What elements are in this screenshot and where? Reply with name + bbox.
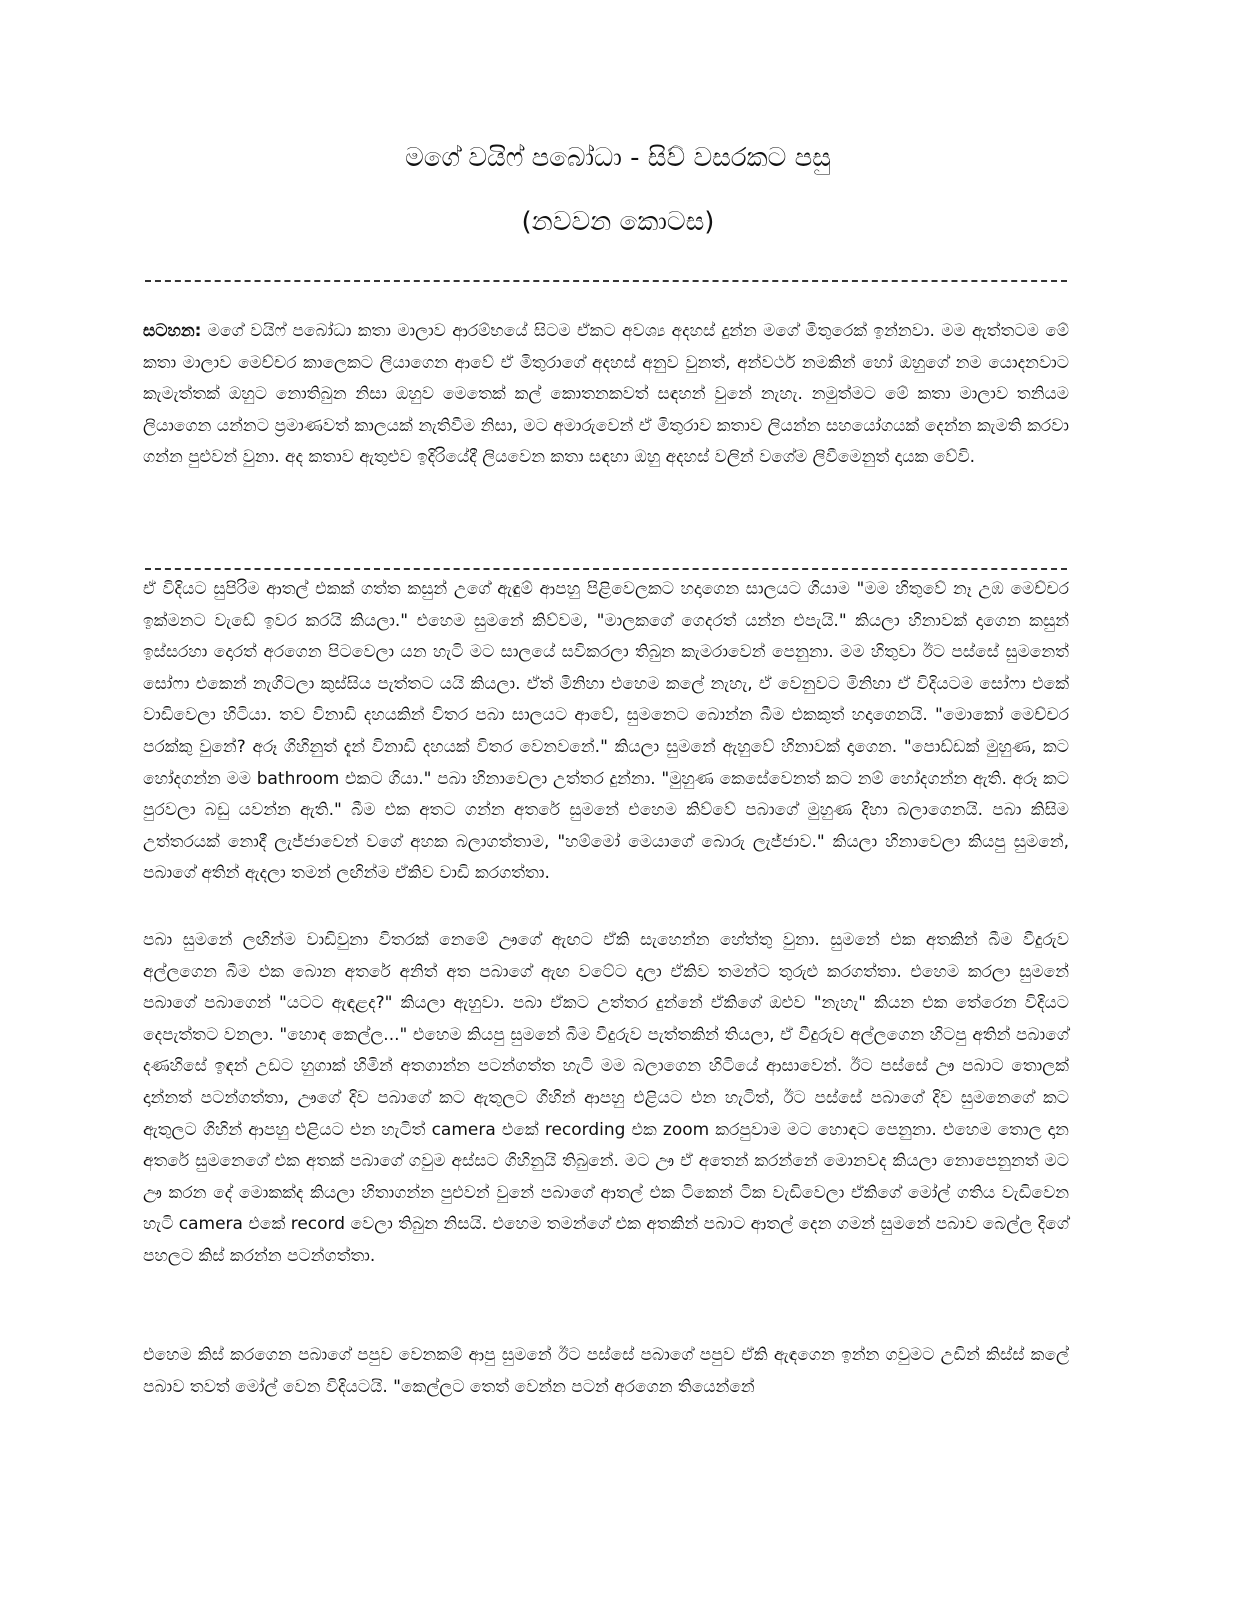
document-title: මගේ වයිෆ් පබෝධා - සිව් වසරකට පසු (405, 143, 831, 173)
story-paragraph: ඒ විදියට සුපිරිම ආතල් එකක් ගත්ත කසුන් උගේ ඇඳුම් ආපහු පිළිවෙලකට හදාගෙන සාලයට ගියාම "මම හිතුවේ නෑ උඹ මෙච්චර ඉක්මනට වැඩේ ඉවර කරයි කියලා." එහෙම සුමනේ කිව්වම, "මාලකගේ ගෙදරත් යන්න එපැයි." කියලා හිනාවක් දාගෙන කසුන් ඉස්සරහා දොරත් අරගෙන පිටවෙලා යන හැටි මට සාලයේ සවිකරලා තිබුන කැමරාවෙන් පෙනුනා. මම හිතුවා ඊට පස්සේ සුමනෙත් සෝෆා එකෙන් නැගිටලා කුස්සිය පැත්තට යයි කියලා. ඒත් මිනිහා එහෙම කලේ නැහැ, ඒ වෙනුවට මිනිහා ඒ විදියටම සෝෆා එකේ වාඩිවෙලා හිටියා. තව විනාඩි දහයකින් විතර පබා සාලයට ආවේ, සුමනෙට බොන්න බීම එකකුත් හදාගෙනයි. "මොකෝ මෙච්චර පරක්කු වුනේ? අරූ ගිහිනුත් දැන් විනාඩි දහයක් විතර වෙනවනේ." කියලා සුමනේ ඇහුවේ හිනාවක් දාගෙන. "පොඩ්ඩක් මුහුණ, කට හෝදගන්න මම bathroom එකට ගියා." පබා හිනාවෙලා උත්තර දුන්නා. "මුහුණ කෙසේවෙනත් කට නම් හෝදගන්න ඇති. අරූ කට පුරවලා බඩු යවන්න ඇති." බීම එක අතට ගන්න අතරේ සුමනේ එහෙම කිව්වේ පබාගේ මුහුණ දිහා බලාගෙනයි. පබා කිසිම උත්තරයක් නොදී ලැජ්ජාවෙන් වගේ අහක බලාගත්තාම, "හම්මෝ මෙයාගේ බොරු ලැජ්ජාව." කියලා හිනාවෙලා කියපු සුමනේ, පබාගේ අතින් ඇදලා තමන් ලඟින්ම ඒකිව වාඩි කරගත්තා. (143, 579, 1069, 884)
note-text: මගේ වයිෆ් පබෝධා කතා මාලාව ආරම්භයේ සිටම ඒකට අවශ්‍ය අදහස් දුන්න මගේ මිතුරෙක් ඉන්නවා. මම ඇත්තටම මේ කතා මාලාව මෙච්චර කාලෙකට ලියාගෙන ආවේ ඒ මිතුරාගේ අදහස් අනුව වුනත්, අන්වර්ථ නමකින් හෝ ඔහුගේ නම යොදනවාට කැමැත්තක් ඔහුට නොතිබුන නිසා ඔහුව මෙතෙක් කල් කොතනකවත් සඳහන් වුනේ නැහැ. නමුත්මට මේ කතා මාලාව තනියම ලියාගෙන යන්නට ප්‍රමාණවත් කාලයක් නැතිවීම නිසා, මට අමාරුවෙන් ඒ මිතුරාව කතාව ලියන්න සහයෝගයක් දෙන්න කැමති කරවා ගන්න පුළුවන් වුනා. අද කතාව ඇතුළුව ඉදිරියේදී ලියවෙන කතා සඳහා ඔහු අදහස් වලින් වගේම ලිවීමෙනුත් දායක වේවි. (143, 321, 1069, 468)
dashed-divider (145, 568, 1067, 570)
story-paragraph: පබා සුමනේ ලඟින්ම වාඩිවුනා විතරක් නෙමේ ඌගේ ඇඟට ඒකි සැහෙන්න හේත්තු වුනා. සුමනේ එක අතකින් බීම වීදුරුව අල්ලගෙන බීම එක බොන අතරේ අනිත් අත පබාගේ ඇඟ වටේට දාලා ඒකිව තමන්ට තුරුළු කරගත්තා. එහෙම කරලා සුමනේ පබාගේ පබාගෙන් "යටට ඇඳළද?" කියලා ඇහුවා. පබා ඒකට උත්තර දුන්නේ ඒකිගේ ඔළුව "නැහැ" කියන එක තේරෙන විදියට දෙපැත්තට වනලා. "හොඳ කෙල්ල..." එහෙම කියපු සුමනේ බීම වීදුරුව පැත්තකින් තියලා, ඒ වීදුරුව අල්ලගෙන හිටපු අතින් පබාගේ දණහිසේ ඉඳන් උඩට හුගාක් හිමින් අතගාන්න පටන්ගත්ත හැටි මම බලාගෙන හිටියේ ආසාවෙන්. ඊට පස්සේ ඌ පබාට තොලක් දාන්නත් පටන්ගත්තා, ඌගේ දිව පබාගේ කට ඇතුලට ගිහින් ආපහු එළියට එන හැටිත්, ඊට පස්සේ පබාගේ දිව සුමනෙගේ කට ඇතුලට ගිහින් ආපහු එළියට එන හැටිත් camera එකේ recording එක zoom කරපුවාම මට හොඳට පෙනුනා. එහෙම තොල දාන අතරේ සුමනෙගේ එක අතක් පබාගේ ගවුම අස්සට ගිහිනුයි තිබුනේ. මට ඌ ඒ අතෙන් කරන්නේ මොනවද කියලා නොපෙනුනත් මට ඌ කරන දේ මොකක්ද කියලා හිතාගන්න පුළුවන් වුනේ පබාගේ ආතල් එක ටිකෙන් ටික වැඩිවෙලා ඒකිගේ මෝල් ගතිය වැඩිවෙන හැටි camera එකේ record වෙලා තිබුන නිසයි. එහෙම තමන්ගේ එක අතකින් පබාට ආතල් දෙන ගමන් සුමනේ පබාව බෙල්ල දිගේ පහලට කිස් කරන්න පටන්ගත්තා. (143, 930, 1069, 1266)
note-paragraph (143, 316, 1069, 474)
note-label: සටහන: (143, 321, 202, 341)
story-paragraph: එහෙම කිස් කරගෙන පබාගේ පපුව වෙනකම් ආපු සුමනේ ඊට පස්සේ පබාගේ පපුව ඒකි ඇඳගෙන ඉන්න ගවුමට උඩින් කිස්ස් කලේ පබාව තවත් මෝල් වෙන විදියටයි. "කෙල්ලට තෙත් වෙන්න පටන් අරගෙන තියෙන්නේ (143, 1345, 1069, 1397)
dashed-divider (145, 280, 1067, 282)
document-subtitle: (නවවන කොටස) (521, 207, 715, 237)
